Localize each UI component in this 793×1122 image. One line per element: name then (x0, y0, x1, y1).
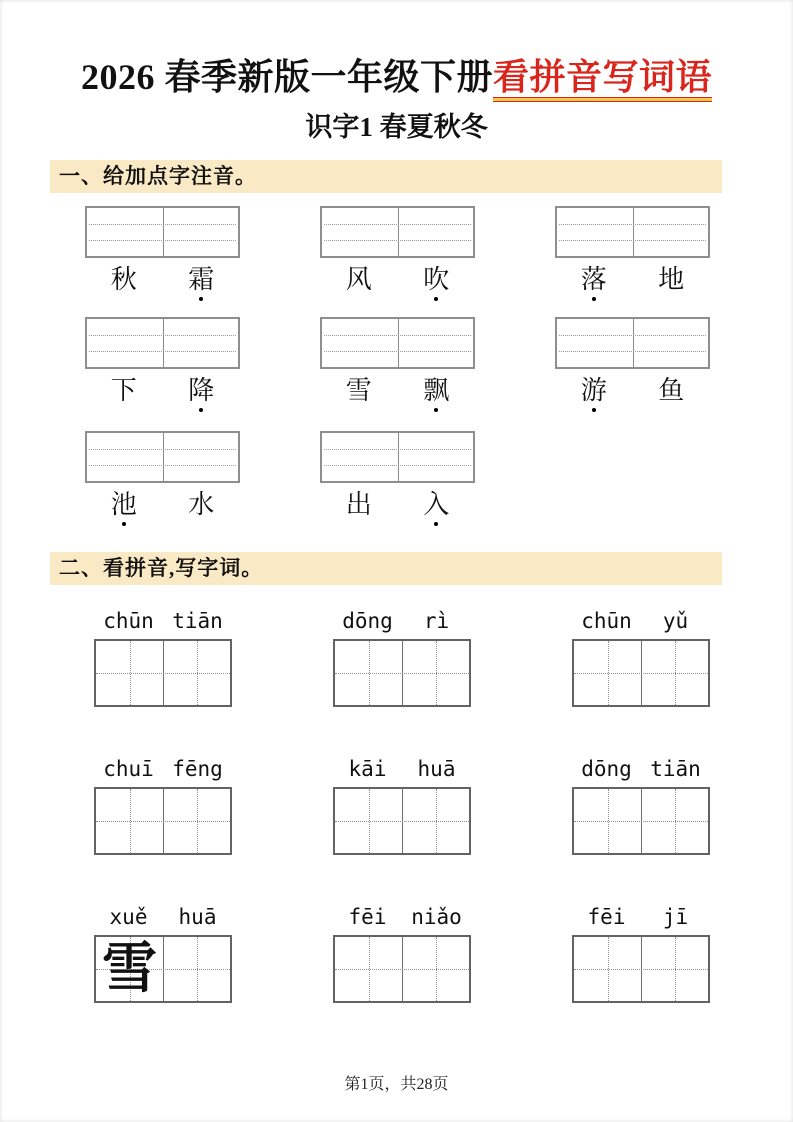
filled-hanzi (641, 789, 708, 853)
hanzi: 入 (423, 490, 450, 519)
pinyin-syllable: jī (662, 905, 689, 929)
writing-grid[interactable] (333, 639, 471, 707)
pinyin-label (333, 607, 471, 635)
annotation-item (320, 206, 475, 301)
emphasis-dot (434, 408, 438, 412)
character-pair (85, 376, 240, 412)
page-title (0, 56, 793, 98)
section2-row-1 (94, 607, 793, 707)
emphasis-dot (199, 408, 203, 412)
emphasis-dot (434, 522, 438, 526)
section1-heading: 一、给加点字注音。 (50, 160, 722, 193)
filled-hanzi (163, 789, 230, 853)
pinyin-answer-box[interactable] (85, 317, 240, 369)
filled-hanzi (574, 789, 641, 853)
filled-hanzi (96, 641, 163, 705)
pinyin-label (94, 755, 232, 783)
hanzi: 秋 (110, 265, 137, 294)
pinyin-syllable: fēi (348, 905, 387, 929)
character-pair (85, 490, 240, 526)
pinyin-word-item (572, 903, 710, 1003)
pinyin-syllable: niǎo (411, 905, 462, 929)
filled-hanzi: 雪 (101, 938, 157, 999)
section2-heading: 二、看拼音,写字词。 (50, 552, 722, 585)
writing-grid[interactable] (94, 639, 232, 707)
pinyin-syllable: yǔ (662, 609, 689, 633)
section1-row-3 (85, 431, 793, 526)
pinyin-syllable: kāi (348, 757, 387, 781)
pinyin-label (572, 755, 710, 783)
pinyin-syllable: tiān (650, 757, 701, 781)
character-pair (85, 265, 240, 301)
emphasis-dot (592, 297, 596, 301)
pinyin-word-item (572, 755, 710, 855)
annotation-item (555, 206, 710, 301)
pinyin-answer-box[interactable] (85, 431, 240, 483)
pinyin-answer-box[interactable] (85, 206, 240, 258)
annotation-item (320, 317, 475, 412)
pinyin-word-item (94, 903, 232, 1003)
writing-grid[interactable] (94, 787, 232, 855)
filled-hanzi (163, 937, 230, 1001)
hanzi: 池 (110, 490, 137, 519)
emphasis-dot (199, 297, 203, 301)
pinyin-syllable: rì (423, 609, 450, 633)
pinyin-syllable: xuě (109, 905, 148, 929)
title-red-part: 看拼音写词语 (493, 57, 712, 102)
pinyin-syllable: chūn (103, 609, 154, 633)
filled-hanzi (402, 937, 469, 1001)
filled-hanzi (574, 937, 641, 1001)
annotation-item (85, 206, 240, 301)
filled-hanzi (335, 789, 402, 853)
emphasis-dot (434, 297, 438, 301)
pinyin-word-item (94, 755, 232, 855)
writing-grid[interactable] (572, 935, 710, 1003)
pinyin-word-item (333, 755, 471, 855)
writing-grid[interactable] (333, 787, 471, 855)
filled-hanzi (402, 641, 469, 705)
filled-hanzi (641, 937, 708, 1001)
pinyin-syllable: dōng (342, 609, 393, 633)
pinyin-answer-box[interactable] (555, 317, 710, 369)
filled-hanzi (574, 641, 641, 705)
section1-row-2 (85, 317, 793, 412)
hanzi: 下 (110, 376, 137, 405)
lesson-subtitle: 识字1 春夏秋冬 (305, 112, 488, 142)
pinyin-label (333, 903, 471, 931)
pinyin-word-item (333, 903, 471, 1003)
pinyin-answer-box[interactable] (555, 206, 710, 258)
hanzi: 鱼 (658, 376, 685, 405)
pinyin-label (572, 607, 710, 635)
title-black-part: 2026 春季新版一年级下册 (80, 57, 493, 97)
hanzi: 风 (345, 265, 372, 294)
writing-grid[interactable] (572, 639, 710, 707)
hanzi: 落 (580, 265, 607, 294)
character-pair (320, 265, 475, 301)
character-pair (555, 265, 710, 301)
character-pair (320, 490, 475, 526)
annotation-item (555, 317, 710, 412)
hanzi: 水 (188, 490, 215, 519)
pinyin-syllable: tiān (172, 609, 223, 633)
pinyin-syllable: chūn (581, 609, 632, 633)
hanzi: 飘 (423, 376, 450, 405)
annotation-item (85, 431, 240, 526)
writing-grid[interactable] (572, 787, 710, 855)
section2-row-3 (94, 903, 793, 1003)
hanzi: 雪 (345, 376, 372, 405)
pinyin-word-item (572, 607, 710, 707)
annotation-item (320, 431, 475, 526)
pinyin-label (572, 903, 710, 931)
pinyin-label (333, 755, 471, 783)
pinyin-syllable: fēi (587, 905, 626, 929)
pinyin-label (94, 607, 232, 635)
pinyin-syllable: huā (178, 905, 217, 929)
section1-row-1 (85, 206, 793, 301)
hanzi: 降 (188, 376, 215, 405)
emphasis-dot (122, 522, 126, 526)
filled-hanzi (335, 641, 402, 705)
pinyin-answer-box[interactable] (320, 317, 475, 369)
hanzi: 霜 (188, 265, 215, 294)
pinyin-syllable: dōng (581, 757, 632, 781)
hanzi: 吹 (423, 265, 450, 294)
hanzi: 出 (345, 490, 372, 519)
page-number: 第1页，共28页 (344, 1076, 449, 1093)
writing-grid[interactable] (333, 935, 471, 1003)
filled-hanzi (96, 789, 163, 853)
emphasis-dot (592, 408, 596, 412)
hanzi: 游 (580, 376, 607, 405)
character-pair (555, 376, 710, 412)
hanzi: 地 (658, 265, 685, 294)
filled-hanzi (335, 937, 402, 1001)
character-pair (320, 376, 475, 412)
pinyin-syllable: huā (417, 757, 456, 781)
pinyin-answer-box[interactable] (320, 431, 475, 483)
pinyin-answer-box[interactable] (320, 206, 475, 258)
filled-hanzi (402, 789, 469, 853)
pinyin-syllable: fēng (172, 757, 223, 781)
pinyin-word-item (333, 607, 471, 707)
section2-row-2 (94, 755, 793, 855)
writing-grid[interactable] (94, 935, 232, 1003)
pinyin-syllable: chuī (103, 757, 154, 781)
filled-hanzi (163, 641, 230, 705)
pinyin-label (94, 903, 232, 931)
annotation-item (85, 317, 240, 412)
pinyin-word-item (94, 607, 232, 707)
filled-hanzi (641, 641, 708, 705)
